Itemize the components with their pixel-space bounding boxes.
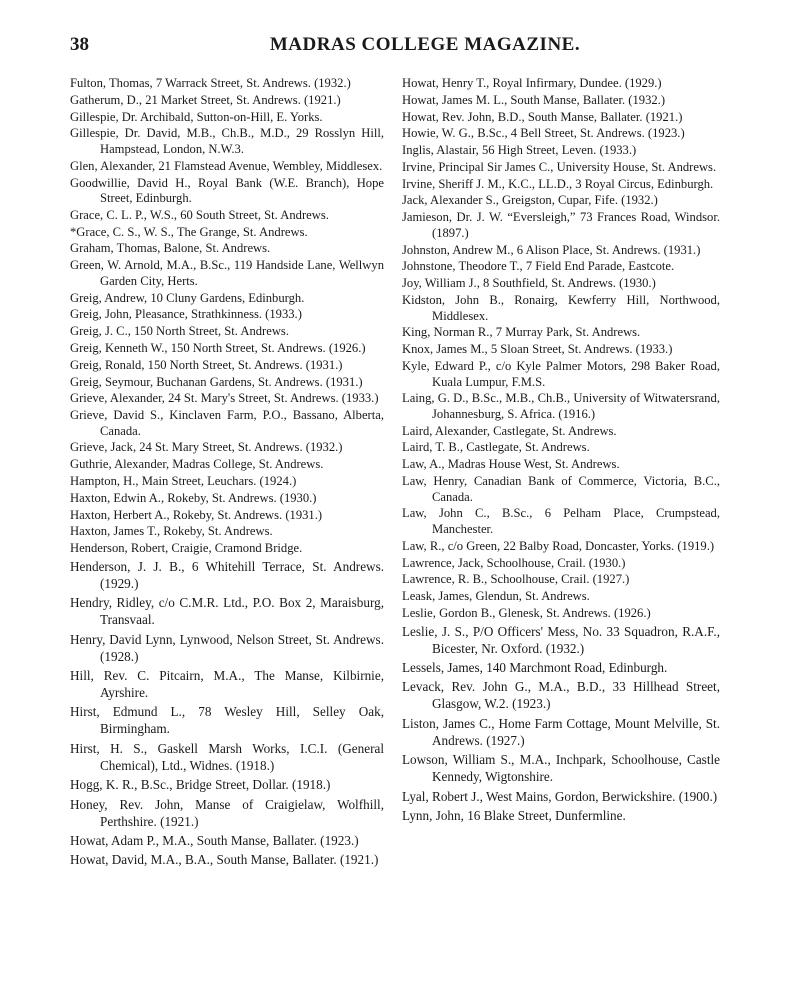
directory-entry: Johnstone, Theodore T., 7 Field End Parade, Eastcote.: [402, 259, 675, 274]
directory-entry: Green, W. Arnold, M.A., B.Sc., 119 Handside Lane, Wellwyn Garden City, Herts.: [70, 258, 384, 288]
directory-entry: Henderson, Robert, Craigie, Cramond Bridge.: [70, 541, 303, 556]
directory-entry: Leslie, Gordon B., Glenesk, St. Andrews. (1926.): [402, 605, 651, 620]
left-column: [70, 76, 384, 871]
directory-entry: Greig, Andrew, 10 Cluny Gardens, Edinburgh.: [70, 290, 305, 305]
directory-entry: Fulton, Thomas, 7 Warrack Street, St. Andrews. (1932.): [70, 76, 351, 90]
page-header: [70, 34, 750, 58]
directory-entry: Lowson, William S., M.A., Inchpark, Schoolhouse, Castle Kennedy, Wigtonshire.: [402, 752, 720, 785]
directory-entry: Johnston, Andrew M., 6 Alison Place, St. Andrews. (1931.): [402, 242, 701, 257]
directory-entry: Joy, William J., 8 Southfield, St. Andrews. (1930.): [402, 276, 656, 291]
directory-entry: Jamieson, Dr. J. W. “Eversleigh,” 73 Frances Road, Windsor. (1897.): [402, 210, 720, 240]
directory-entry: Haxton, Herbert A., Rokeby, St. Andrews. (1931.): [70, 507, 323, 522]
directory-entry: Knox, James M., 5 Sloan Street, St. Andrews. (1933.): [402, 342, 673, 357]
directory-entry: Hogg, K. R., B.Sc., Bridge Street, Dollar. (1918.): [70, 777, 331, 793]
directory-entry: Lawrence, R. B., Schoolhouse, Crail. (1927.): [402, 572, 630, 587]
directory-entry: Henry, David Lynn, Lynwood, Nelson Street, St. Andrews. (1928.): [70, 631, 384, 664]
directory-entry: Irvine, Principal Sir James C., University House, St. Andrews.: [402, 159, 717, 174]
directory-entry: Hampton, H., Main Street, Leuchars. (1924.): [70, 474, 297, 488]
directory-entry: Howat, Henry T., Royal Infirmary, Dundee. (1929.): [402, 76, 662, 90]
directory-entry: Lyal, Robert J., West Mains, Gordon, Berwickshire. (1900.): [402, 788, 718, 804]
directory-entry: Grace, C. L. P., W.S., 60 South Street, St. Andrews.: [70, 207, 329, 222]
directory-entry: Jack, Alexander S., Greigston, Cupar, Fife. (1932.): [402, 193, 658, 208]
directory-entry: Hill, Rev. C. Pitcairn, M.A., The Manse, Kilbirnie, Ayrshire.: [70, 668, 384, 701]
directory-entry: Gillespie, Dr. Archibald, Sutton-on-Hill, E. Yorks.: [70, 109, 323, 124]
directory-entry: Lynn, John, 16 Blake Street, Dunfermline.: [402, 808, 626, 823]
running-title: MADRAS COLLEGE MAGAZINE.: [269, 34, 581, 55]
directory-entry: Greig, Ronald, 150 North Street, St. Andrews. (1931.): [70, 357, 343, 372]
directory-entry: Haxton, James T., Rokeby, St. Andrews.: [70, 524, 273, 539]
directory-entry: Leask, James, Glendun, St. Andrews.: [402, 589, 590, 604]
directory-entry: Grieve, David S., Kinclaven Farm, P.O., Bassano, Alberta, Canada.: [70, 408, 384, 438]
directory-entry: Laird, T. B., Castlegate, St. Andrews.: [402, 440, 590, 455]
directory-entry: Greig, John, Pleasance, Strathkinness. (1933.): [70, 307, 302, 322]
directory-entry: Law, Henry, Canadian Bank of Commerce, Victoria, B.C., Canada.: [402, 474, 720, 504]
directory-entry: Law, A., Madras House West, St. Andrews.: [402, 457, 620, 472]
directory-entry: King, Norman R., 7 Murray Park, St. Andrews.: [402, 325, 641, 340]
directory-entry: Howat, James M. L., South Manse, Ballater. (1932.): [402, 92, 666, 107]
directory-entry: Law, John C., B.Sc., 6 Pelham Place, Crumpstead, Manchester.: [402, 506, 720, 536]
directory-entry: Hirst, H. S., Gaskell Marsh Works, I.C.I. (General Chemical), Ltd., Widnes. (1918.): [70, 740, 384, 773]
directory-entry: Hirst, Edmund L., 78 Wesley Hill, Selley Oak, Birmingham.: [70, 704, 384, 737]
directory-entry: Irvine, Sheriff J. M., K.C., LL.D., 3 Royal Circus, Edinburgh.: [402, 176, 714, 191]
directory-entry: Liston, James C., Home Farm Cottage, Mount Melville, St. Andrews. (1927.): [402, 715, 720, 748]
directory-entry: Laird, Alexander, Castlegate, St. Andrews.: [402, 423, 617, 438]
directory-entry: Grieve, Jack, 24 St. Mary Street, St. Andrews. (1932.): [70, 440, 343, 455]
right-column: [402, 76, 720, 826]
directory-entry: Howie, W. G., B.Sc., 4 Bell Street, St. Andrews. (1923.): [402, 126, 685, 141]
directory-entry: Inglis, Alastair, 56 High Street, Leven. (1933.): [402, 143, 637, 158]
directory-entry: Greig, Seymour, Buchanan Gardens, St. Andrews. (1931.): [70, 374, 363, 389]
directory-entry: Guthrie, Alexander, Madras College, St. Andrews.: [70, 457, 324, 472]
directory-entry: Honey, Rev. John, Manse of Craigielaw, Wolfhill, Perthshire. (1921.): [70, 796, 384, 829]
directory-entry: Lessels, James, 140 Marchmont Road, Edinburgh.: [402, 660, 668, 676]
directory-entry: Howat, Adam P., M.A., South Manse, Ballater. (1923.): [70, 833, 359, 849]
directory-entry: Hendry, Ridley, c/o C.M.R. Ltd., P.O. Box 2, Maraisburg, Transvaal.: [70, 595, 384, 628]
directory-entry: Goodwillie, David H., Royal Bank (W.E. Branch), Hope Street, Edinburgh.: [70, 175, 384, 206]
directory-entry: Law, R., c/o Green, 22 Balby Road, Doncaster, Yorks. (1919.): [402, 538, 715, 553]
directory-entry: Graham, Thomas, Balone, St. Andrews.: [70, 241, 271, 256]
directory-entry: Lawrence, Jack, Schoolhouse, Crail. (1930.): [402, 555, 626, 570]
directory-entry: Levack, Rev. John G., M.A., B.D., 33 Hillhead Street, Glasgow, W.2. (1923.): [402, 679, 720, 712]
directory-entry: Kyle, Edward P., c/o Kyle Palmer Motors, 298 Baker Road, Kuala Lumpur, F.M.S.: [402, 358, 720, 389]
directory-entry: Howat, David, M.A., B.A., South Manse, Ballater. (1921.): [70, 852, 379, 868]
directory-entry: Glen, Alexander, 21 Flamstead Avenue, Wembley, Middlesex.: [70, 158, 383, 173]
directory-entry: Greig, J. C., 150 North Street, St. Andrews.: [70, 324, 289, 339]
directory-entry: Kidston, John B., Ronairg, Kewferry Hill, Northwood, Middlesex.: [402, 292, 720, 323]
directory-entry: Laing, G. D., B.Sc., M.B., Ch.B., University of Witwatersrand, Johannesburg, S. Africa. (1916.): [402, 391, 720, 421]
directory-entry: Grieve, Alexander, 24 St. Mary's Street, St. Andrews. (1933.): [70, 391, 379, 406]
directory-entry: Howat, Rev. John, B.D., South Manse, Ballater. (1921.): [402, 109, 683, 124]
directory-entry: *Grace, C. S., W. S., The Grange, St. Andrews.: [70, 224, 308, 239]
directory-entry: Greig, Kenneth W., 150 North Street, St. Andrews. (1926.): [70, 340, 366, 355]
directory-entry: Gatherum, D., 21 Market Street, St. Andrews. (1921.): [70, 92, 341, 107]
page-number: 38: [70, 34, 89, 55]
directory-entry: Haxton, Edwin A., Rokeby, St. Andrews. (1930.): [70, 490, 317, 505]
directory-entry: Gillespie, Dr. David, M.B., Ch.B., M.D., 29 Rosslyn Hill, Hampstead, London, N.W.3.: [70, 126, 384, 156]
directory-entry: Leslie, J. S., P/O Officers' Mess, No. 33 Squadron, R.A.F., Bicester, Nr. Oxford. (1932.): [402, 623, 720, 656]
directory-entry: Henderson, J. J. B., 6 Whitehill Terrace, St. Andrews. (1929.): [70, 558, 384, 591]
